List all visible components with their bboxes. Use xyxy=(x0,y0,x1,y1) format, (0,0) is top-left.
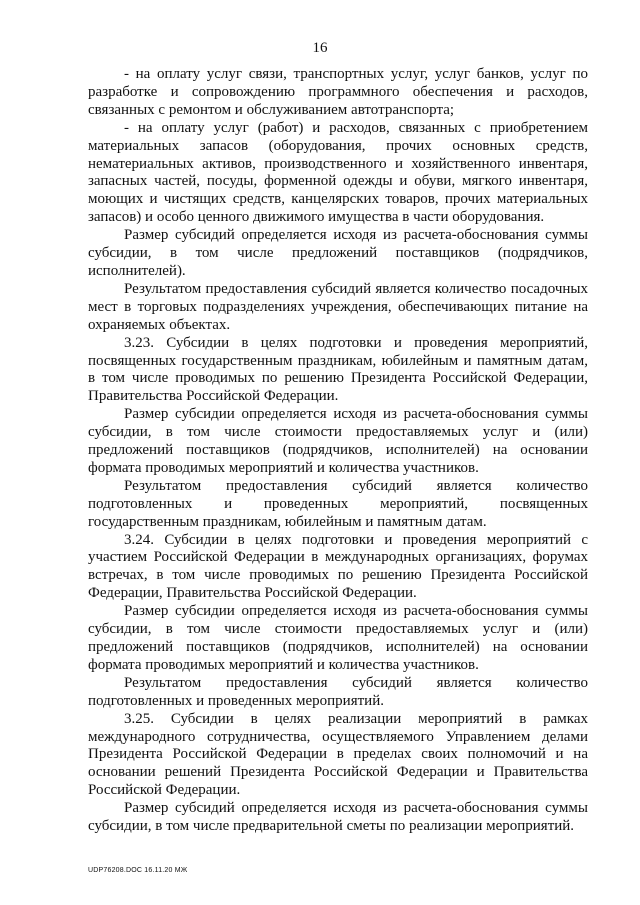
paragraph-3-25-size: Размер субсидий определяется исходя из расчета-обоснования суммы субсидии, в том числе предварительной сметы по реализации мероприятий. xyxy=(88,800,588,835)
paragraph-3-23-size: Размер субсидии определяется исходя из расчета-обоснования суммы субсидии, в том числе стоимости предоставляемых услуг и (или) предложений поставщиков (подрядчиков, исполнителей) на основании формата проводимых мероприятий и количества участников. xyxy=(88,406,588,476)
paragraph-subsidy-size: Размер субсидий определяется исходя из расчета-обоснования суммы субсидии, в том числе предложений поставщиков (подрядчиков, исполнителей). xyxy=(88,227,588,279)
section-3-24: 3.24. Субсидии в целях подготовки и проведения мероприятий с участием Российской Федерации в международных организациях, форумах встречах, в том числе проводимых по решению Президента Российской Федерации, Правительства Российской Федерации. xyxy=(88,531,588,602)
document-footer: UDP76208.DOC 16.11.20 МЖ xyxy=(88,867,188,874)
paragraph-material-costs: - на оплату услуг (работ) и расходов, связанных с приобретением материальных запасов (оборудования, прочих основных средств, нематериальных активов, производственного и хозяйственного инвентаря, запасных частей, посуды, форменной одежды и обуви, мягкого инвентаря, моющих и чистящих средств, канцелярских товаров, прочих материальных запасов) и особо ценного движимого имущества в части оборудования. xyxy=(88,119,588,226)
document-body xyxy=(88,66,588,836)
page-number: 16 xyxy=(312,40,328,56)
section-3-25: 3.25. Субсидии в целях реализации мероприятий в рамках международного сотрудничества, осуществляемого Управлением делами Президента Российской Федерации в пределах своих полномочий и на основании решений Президента Российской Федерации и Правительства Российской Федерации. xyxy=(88,710,588,799)
paragraph-3-24-result: Результатом предоставления субсидий является количество подготовленных и проведенных мероприятий. xyxy=(88,674,588,709)
paragraph-communication-costs: - на оплату услуг связи, транспортных услуг, услуг банков, услуг по разработке и сопровождению программного обеспечения и расходов, связанных с ремонтом и обслуживанием автотранспорта; xyxy=(88,66,588,118)
section-3-23: 3.23. Субсидии в целях подготовки и проведения мероприятий, посвященных государственным праздникам, юбилейным и памятным датам, в том числе проводимых по решению Президента Российской Федерации, Правительства Российской Федерации. xyxy=(88,334,588,405)
paragraph-subsidy-result: Результатом предоставления субсидий является количество посадочных мест в торговых подразделениях учреждения, обеспечивающих питание на охраняемых объектах. xyxy=(88,280,588,333)
paragraph-3-24-size: Размер субсидии определяется исходя из расчета-обоснования суммы субсидии, в том числе стоимости предоставляемых услуг и (или) предложений поставщиков (подрядчиков, исполнителей) на основании формата проводимых мероприятий и количества участников. xyxy=(88,603,588,673)
paragraph-3-23-result: Результатом предоставления субсидий является количество подготовленных и проведенных мероприятий, посвященных государственным праздникам, юбилейным и памятным датам. xyxy=(88,477,588,530)
